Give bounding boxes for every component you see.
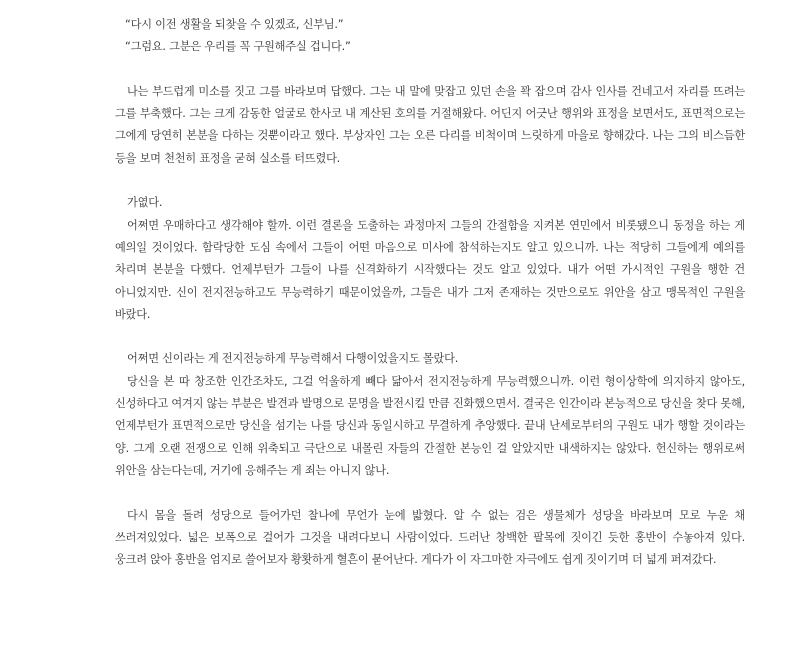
paragraph-gap [115,59,745,81]
body-paragraph: 가엾다. [127,196,163,210]
paragraph-gap [115,326,745,348]
dialogue-line: “다시 이전 생활을 되찾을 수 있겠죠, 신부님.” [125,18,344,31]
body-paragraph: 다시 몸을 돌려 성당으로 들어가던 찰나에 무언가 눈에 밟혔다. 알 수 없는 검은 생물체가 성당을 바라보며 모로 누운 채 쓰러져있었다. 넓은 보폭으로 걸어가 그것을 내려다보니 사람이었다. 드러난 창백한 팔목에 짓이긴 듯한 홍반이 수놓아져 있다. 웅크려 앉아 홍반을 엄지로 쓸어보자 황홧하게 혈흔이 묻어난다. 게다가 이 자그마한 자극에도 쉽게 짓이기며 더 넓게 퍼져갔다. [115,508,745,567]
dialogue-line: “그럼요. 그분은 우리를 꼭 구원해주실 겁니다.” [125,40,351,54]
body-paragraph: 나는 부드럽게 미소를 짓고 그를 바라보며 답했다. 그는 내 말에 맞잡고 있던 손을 꽉 잡으며 감사 인사를 건네고서 자리를 뜨려는 그를 부축했다. 그는 크게 감동한 얼굴로 한사코 내 계산된 호의를 거절해왔다. 어딘지 어긋난 행위와 표정을 보면서도, 표면적으로는 그에게 당연히 본분을 다하는 것뿐이라고 했다. 부상자인 그는 오른 다리를 비척이며 느릿하게 마을로 향해갔다. 나는 그의 비스듬한 등을 보며 천천히 표정을 굳혀 실소를 터뜨렸다. [115,84,745,165]
body-paragraph: 어쩌면 우매하다고 생각해야 할까. 이런 결론을 도출하는 과정마저 그들의 간절함을 지켜본 연민에서 비롯됐으니 동정을 하는 게 예의일 것이었다. 함락당한 도심 속에서 그들이 어떤 마음으로 미사에 참석하는지도 알고 있으니까. 나는 적당히 그들에게 예의를 차리며 본분을 다했다. 언제부턴가 그들이 나를 신격화하기 시작했다는 것도 알고 있었다. 내가 어떤 가시적인 구원을 행한 건 아니었지만. 신이 전지전능하고도 무능력하기 때문이었을까, 그들은 내가 그저 존재하는 것만으로도 위안을 삼고 맹목적인 구원을 바랐다. [115,218,745,321]
document-body [115,14,745,571]
body-paragraph: 어쩌면 신이라는 게 전지전능하게 무능력해서 다행이었을지도 몰랐다. [127,352,459,366]
body-paragraph: 당신을 본 따 창조한 인간조차도, 그걸 억울하게 빼다 닮아서 전지전능하게 무능력했으니까. 이런 형이상학에 의지하지 않아도, 신성하다고 여겨지 않는 부분은 발견과 발명으로 문명을 발전시킬 만큼 진화했으면서. 결국은 인간이라 본능적으로 당신을 찾다 못해, 언제부턴가 표면적으로만 당신을 섬기는 나를 당신과 동일시하고 무결하게 추앙했다. 끝내 난세로부터의 구원도 내가 행할 것이라는 양. 그게 오랜 전쟁으로 인해 위축되고 극단으로 내몰린 자들의 간절한 본능인 걸 알았지만 내색하지는 않았다. 헌신하는 행위로써 위안을 삼는다는데, 거기에 응해주는 게 죄는 아니지 않나. [115,374,745,477]
paragraph-gap [115,170,745,192]
paragraph-gap [115,482,745,504]
